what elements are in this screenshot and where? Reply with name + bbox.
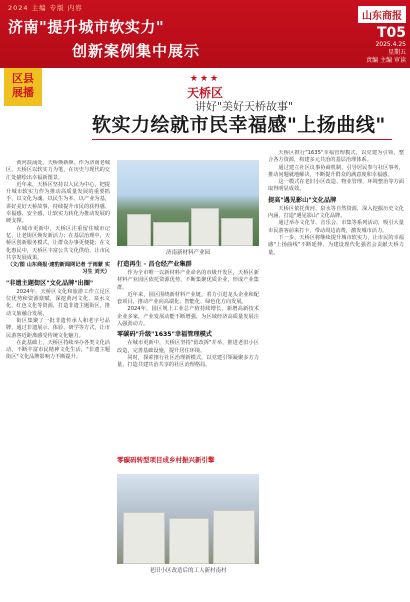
paper-info — [358, 4, 406, 65]
paragraph: 近年来，天桥区坚持以人民为中心，把提升城市软实力作为推动高质量发展的重要抓手，以文化为魂、以民生为本、以产业为基，讲好美好天桥故事，持续提升市民的获得感、幸福感、安全感，让软实力转化为推动发展的硬支撑。 — [6, 181, 110, 225]
photo-section-heading: 零碳码转型项目成乡村振兴新引擎 — [117, 456, 215, 464]
masthead-headline: 济南"提升城市软实力" — [8, 18, 165, 36]
article-kicker: 讲好"美好天桥故事" — [195, 100, 294, 113]
masthead-subheadline: 创新案例集中展示 — [72, 42, 201, 60]
masthead-small-mark: 2024 主编 专版 内容 — [8, 4, 83, 12]
date-line-1: 2025.4.25 — [375, 41, 406, 48]
paragraph: 2024年，园区规上工业总产值持续增长，新增高新技术企业多家，产业发展动能不断增强，为区域经济高质量发展注入强劲动力。 — [117, 306, 259, 328]
article-title: 软实力绘就市民幸福感"上扬曲线" — [92, 114, 386, 136]
paragraph: 近年来，园区围绕新材料产业链，着力引进龙头企业和配套项目，推动产业向高端化、智能化、绿色化方向发展。 — [117, 291, 259, 306]
paper-name: 山东商报 — [358, 6, 406, 23]
paragraph: 在此基础上，天桥区持续举办各类文化活动，不断丰富市民精神文化生活，"非遗主题街区"文化品牌影响力不断提升。 — [6, 339, 110, 361]
renovated-community-photo — [117, 474, 259, 564]
building-shape — [123, 512, 165, 564]
stars-icon: ★★★ — [189, 74, 221, 84]
paragraph: 通过举办文化节、音乐会、市集等系列活动，吸引大量市民游客前来打卡，带动周边消费，激发城市活力。 — [268, 220, 404, 234]
article-column-2 — [117, 258, 259, 470]
byline: （文/图 山东商报·速豹新闻网记者 于雨蒙 实习生 刘天） — [7, 262, 110, 276]
masthead-banner — [0, 0, 410, 68]
building-shape — [213, 510, 255, 564]
section-heading: 打造再生 · 昌仓经产业集群 — [117, 261, 192, 268]
article-column-3 — [268, 150, 404, 598]
paragraph: 黄河浪涌处，天桥焕新颜。作为济南老城区，天桥区以软实力为笔，在历史与现代的交汇处描绘出幸福新图景。 — [6, 160, 110, 181]
building-shape — [153, 222, 189, 246]
paragraph: 作为全市唯一以新材料产业命名的市级开发区，天桥区新材料产业园区依托资源优势，不断集聚优质企业，形成产业集群。 — [117, 270, 259, 291]
section-heading: "非遗主题街区"文化品牌"出圈" — [6, 279, 94, 287]
tag-line-2: 展播 — [12, 86, 34, 99]
photo-caption: 济南新材料产业园 — [165, 250, 210, 256]
paragraph: 下一步，天桥区将继续提升城市软实力，让市民的幸福感"上扬曲线"不断延伸，为建设现代化强省会贡献天桥力量。 — [268, 234, 404, 256]
section-heading: 提高"遇见影山"文化品牌 — [268, 196, 337, 204]
district-label — [0, 74, 410, 101]
paragraph: 天桥区推行"1635"幸福管理模式，以党建为引领，整合各方资源，构建多元共治的基层治理体系。 — [268, 150, 404, 164]
paragraph: 2024年，天桥区文化和旅游工作立足区位优势和资源禀赋，深挖黄河文化、泉水文化、红色文化等资源，打造非遗主题街区，推动文旅融合发展。 — [6, 288, 110, 317]
paragraph: 在城市更新中，天桥区坚持"留改拆"并举，推进老旧小区改造，完善基础设施，提升居住环境。 — [117, 340, 259, 354]
photo-caption: 老旧小区改造后的工人新村南村 — [149, 568, 227, 574]
article-column-1 — [6, 160, 110, 598]
building-shape — [127, 214, 151, 246]
building-shape — [191, 208, 219, 246]
section-heading: 零碳码"升级"1635"幸福管理模式 — [117, 331, 212, 339]
paragraph: 在城市更新中，天桥区注重留住城市记忆，让老街区焕发新活力；在基层治理中，天桥区创新服务模式，让群众办事更便捷；在文化惠民中，天桥区丰富公共文化供给，让市民共享发展成果。 — [6, 225, 110, 261]
paragraph: 天桥区依托黄河、泉水等自然资源，深入挖掘历史文化内涵，打造"遇见影山"文化品牌。 — [268, 205, 404, 220]
paragraph: 通过建立社区议事协商机制，引导居民参与社区事务，推动问题就地解决，不断提升群众的满意度和幸福感。 — [268, 164, 404, 178]
paragraph: 同时，探索推行社区治理新模式，以党建引领凝聚多方力量，打造共建共治共享的社区治理格局。 — [117, 354, 259, 369]
date-line-2: 星期五 — [387, 49, 406, 56]
page-code: T05 — [376, 25, 406, 41]
district-name: 天桥区 — [186, 86, 223, 100]
paragraph: 街区集聚了一批非遗传承人和老字号品牌，通过非遗展示、体验、研学等方式，让市民游客近距离感受传统文化魅力。 — [6, 317, 110, 339]
building-shape — [221, 218, 253, 246]
title-divider — [92, 139, 392, 140]
building-shape — [169, 518, 209, 564]
date-line-3: 责编 主编 审读 — [366, 57, 406, 64]
tag-line-1: 区县 — [12, 72, 34, 85]
industrial-park-photo — [117, 160, 259, 246]
paragraph: 这一模式在老旧小区改造、物业管理、环境整治等方面取得明显成效。 — [268, 179, 404, 193]
